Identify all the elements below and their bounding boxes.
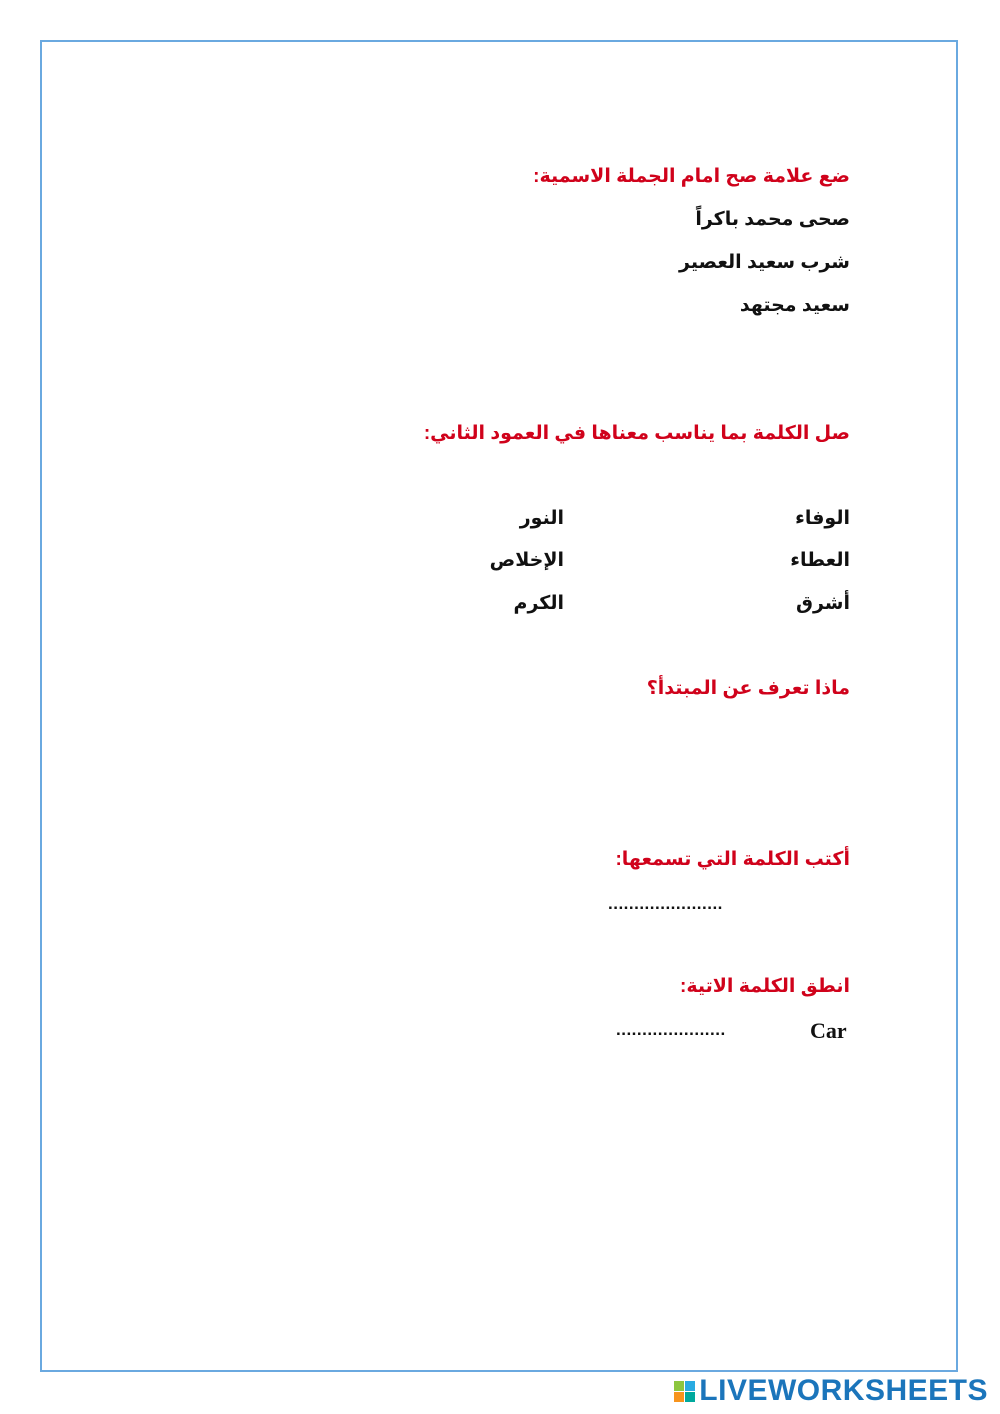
section4-heading: أكتب الكلمة التي تسمعها: — [615, 849, 850, 870]
match-left-item-3[interactable]: الكرم — [513, 593, 564, 614]
match-left-item-1[interactable]: النور — [519, 508, 564, 529]
section3-heading: ماذا تعرف عن المبتدأ؟ — [646, 678, 850, 699]
liveworksheets-wordmark: LIVEWORKSHEETS — [699, 1374, 988, 1407]
match-right-item-1[interactable]: الوفاء — [795, 508, 850, 529]
section1-item-1[interactable]: صحى محمد باكراً — [695, 209, 850, 230]
section4-answer-blank[interactable]: ...................... — [608, 894, 723, 913]
liveworksheets-brand[interactable] — [674, 1374, 988, 1408]
match-right-item-2[interactable]: العطاء — [790, 550, 850, 571]
section2-heading: صل الكلمة بما يناسب معناها في العمود الثاني: — [423, 423, 850, 444]
match-left-item-2[interactable]: الإخلاص — [489, 550, 564, 571]
section5-heading: انطق الكلمة الاتية: — [680, 976, 850, 997]
liveworksheets-logo-icon — [674, 1381, 695, 1402]
page-frame — [40, 40, 958, 1372]
match-right-item-3[interactable]: أشرق — [795, 593, 850, 614]
section1-item-3[interactable]: سعيد مجتهد — [739, 295, 850, 316]
section5-answer-blank[interactable]: ..................... — [616, 1020, 726, 1039]
section5-word: Car — [810, 1018, 847, 1043]
section1-item-2[interactable]: شرب سعيد العصير — [679, 252, 850, 273]
section1-heading: ضع علامة صح امام الجملة الاسمية: — [533, 166, 850, 187]
